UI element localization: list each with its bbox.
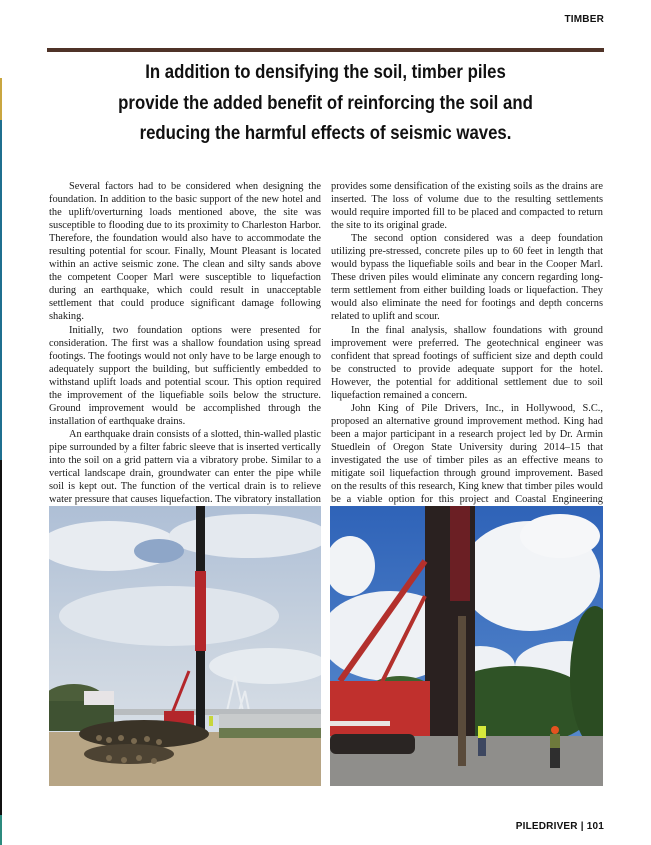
cloud — [520, 514, 600, 558]
timber-pile-stack — [84, 744, 174, 764]
rig-hammer — [195, 571, 206, 651]
worker — [550, 748, 560, 768]
edge-color-bar-teal — [0, 815, 2, 845]
header-rule — [47, 48, 604, 52]
edge-color-bar-black — [0, 460, 2, 815]
article-column-right — [331, 180, 603, 519]
rig-hammer — [450, 506, 470, 601]
paragraph: The second option considered was a deep foundation utilizing pre-stressed, concrete piles up to 60 feet in length that would bypass the liquefiable soils and bear in the Cooper Marl. These driven piles would eliminate any concern regarding long-term settlement from either building loads or liquefaction. They would also eliminate the need for footings and depth concerns related to uplift and scour. — [331, 233, 603, 323]
pull-quote-line: reducing the harmful effects of seismic waves. — [139, 122, 512, 144]
worker — [209, 716, 213, 726]
photo-2-illustration — [330, 506, 603, 786]
edge-color-bar-gold — [0, 78, 2, 120]
edge-color-bar-blue — [0, 120, 2, 460]
grass-strip — [219, 728, 321, 738]
article-column-left — [49, 180, 321, 519]
rig-stripe — [330, 721, 390, 726]
sky-patch — [134, 539, 184, 563]
paragraph: Several factors had to be considered when designing the foundation. In addition to the basic support of the new hotel and the uplift/overturning loads mentioned above, the site was susceptible to flooding due to its proximity to Charleston Harbor. Therefore, the foundation would also have to accommodate the resulting potential for scour. Finally, Mount Pleasant is located within an active seismic zone. The clean and silty sands above the competent Cooper Marl were susceptible to liquefaction during an earthquake, which could result in unacceptable settlement that could produce significant damage following shaking. — [49, 181, 321, 323]
paragraph: provides some densification of the existing soils as the drains are inserted. The loss of volume due to the resulting settlements would require imported fill to be placed and compacted to return the site to its original grade. — [331, 181, 603, 232]
pull-quote-line: In addition to densifying the soil, timber piles — [145, 61, 506, 83]
section-label: TIMBER — [564, 14, 604, 25]
article-body — [49, 180, 603, 519]
rig-track — [330, 734, 415, 754]
publication-name: PILEDRIVER — [515, 821, 578, 832]
sign — [84, 691, 114, 705]
paragraph: In the final analysis, shallow foundations with ground improvement were preferred. The geotechnical engineer was confident that spread footings of sufficient size and depth could be constructed to provide adequate support for the hotel. However, the potential for additional settlement due to soil liquefaction remained a concern. — [331, 324, 603, 401]
cloud — [59, 586, 279, 646]
paragraph: An earthquake drain consists of a slotted, thin-walled plastic pipe surrounded by a filter fabric sleeve that is inserted vertically into the soil on a grid pattern via a vibratory probe. Similar to a vertical landscape drain, groundwater can enter the pipe while soil is kept out. The function of the vertical drain is to relieve water pressure that causes liquefaction. The vibratory installation — [49, 428, 321, 506]
paragraph: Initially, two foundation options were presented for consideration. The first was a shallow foundation using spread footings. The footings would not only have to be large enough to adequately support the building, but sufficiently embedded to withstand uplift loads and potential scour. This option required the improvement of the liquefiable soils below the structure. Ground improvement would be accomplished through the installation of earthquake drains. — [49, 324, 321, 427]
hard-hat — [551, 726, 559, 734]
pull-quote — [86, 57, 565, 149]
pull-quote-line: provide the added benefit of reinforcing the soil and — [118, 91, 533, 114]
footer-separator: | — [580, 821, 584, 832]
photo-pile-rig-with-timber-stack — [49, 506, 321, 786]
page-number: 101 — [586, 821, 604, 832]
paragraph: John King of Pile Drivers, Inc., in Hollywood, S.C., proposed an alternative ground improvement method. King had been a major participant in a research project led by Dr. Armin Stuedlein of Oregon State University during 2014–15 that investigated the use of timber piles as an effective means to mitigate soil liquefaction through ground improvement. Based on the results of this research, King knew that timber piles would be a viable option for this project and Coastal Engineering — [331, 402, 603, 506]
timber-pile — [458, 616, 466, 766]
photo-pile-driver-parking-lot — [330, 506, 603, 786]
worker — [478, 738, 486, 756]
timber-pile-stack — [79, 720, 209, 748]
rig-cab — [330, 681, 430, 736]
photo-1-illustration — [49, 506, 321, 786]
worker — [550, 734, 560, 748]
worker — [478, 726, 486, 738]
page-footer — [516, 821, 604, 832]
